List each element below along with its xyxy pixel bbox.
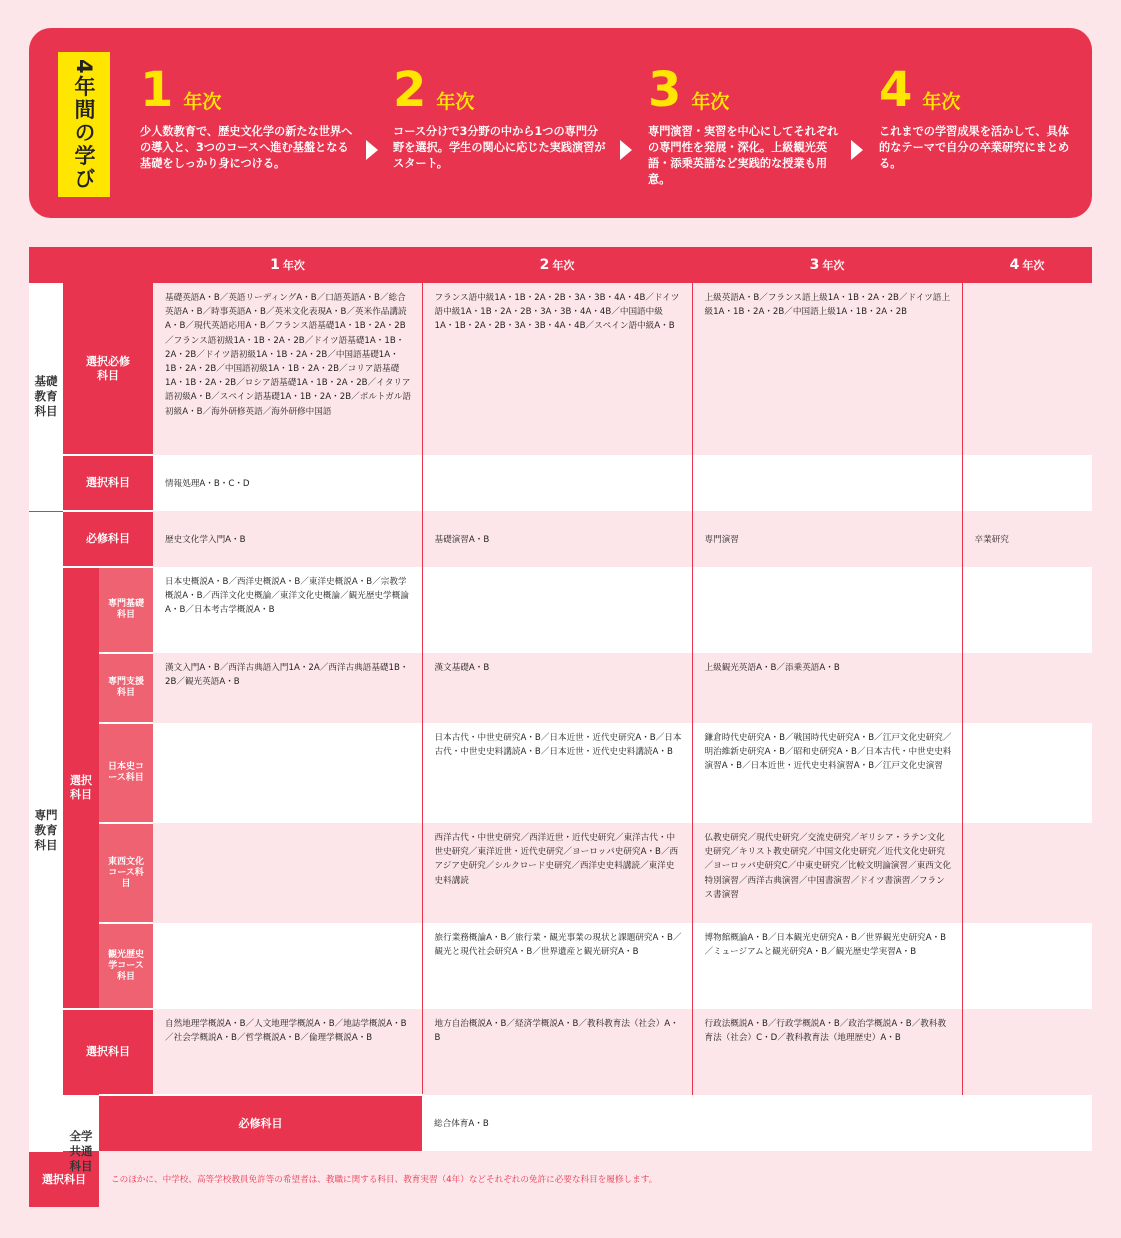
cell-r3-y1: 歴史文化学入門A・B <box>153 511 422 567</box>
step-year-2 <box>393 62 608 172</box>
cell-r1-y2: フランス語中級1A・1B・2A・2B・3A・3B・4A・4B／ドイツ語中級1A・1B・2A・2B・3A・3B・4A・4B／中国語中級1A・1B・2A・2B・3A・3B・4A・4B／スペイン語中級A・B <box>422 283 692 455</box>
step-description: 少人数教育で、歴史文化学の新たな世界への導入と、3つのコースへ進む基盤となる基礎をしっかり身につける。 <box>140 125 353 170</box>
group-senmon: 専門教育科目 <box>29 511 63 1151</box>
cat-selective: 選択科目 <box>29 1151 99 1207</box>
cell-r9-y4 <box>962 1009 1092 1095</box>
cell-r4-y1: 日本史概説A・B／西洋史概説A・B／東洋史概説A・B／宗教学概説A・B／西洋文化史概論／東洋文化史概論／観光歴史学概論A・B／日本考古学概説A・B <box>153 567 422 653</box>
step-year-4 <box>879 62 1074 172</box>
header-year-1: 1 年次 <box>153 247 422 283</box>
header-year-3: 3 年次 <box>692 247 962 283</box>
table-row <box>29 455 1092 511</box>
cell-r6-y1 <box>153 723 422 823</box>
cell-r8-y3: 博物館概論A・B／日本観光史研究A・B／世界観光史研究A・B／ミュージアムと観光研究A・B／観光歴史学実習A・B <box>692 923 962 1009</box>
cell-r5-y3: 上級観光英語A・B／添乗英語A・B <box>692 653 962 723</box>
cell-r10: 総合体育A・B <box>422 1095 1092 1151</box>
cell-r6-y4 <box>962 723 1092 823</box>
cell-r5-y4 <box>962 653 1092 723</box>
cell-r1-y4 <box>962 283 1092 455</box>
header-year-4: 4 年次 <box>962 247 1092 283</box>
cell-r4-y3 <box>692 567 962 653</box>
cell-r7-y4 <box>962 823 1092 923</box>
curriculum-table <box>29 247 1092 1207</box>
cat-selective-course: 選択科目 <box>63 567 99 1009</box>
cat-required: 必修科目 <box>63 511 153 567</box>
sub-tourism-history: 観光歴史学コース科目 <box>99 923 153 1009</box>
cell-r8-y4 <box>962 923 1092 1009</box>
cell-r9-y1: 自然地理学概説A・B／人文地理学概説A・B／地誌学概説A・B／社会学概説A・B／哲学概説A・B／倫理学概説A・B <box>153 1009 422 1095</box>
header-year-2: 2 年次 <box>422 247 692 283</box>
cell-r6-y3: 鎌倉時代史研究A・B／戦国時代史研究A・B／江戸文化史研究／明治維新史研究A・B／昭和史研究A・B／日本古代・中世史史料演習A・B／日本近世・近代史史料演習A・B／江戸文化史演習 <box>692 723 962 823</box>
step-year-3 <box>648 62 843 188</box>
cat-required: 必修科目 <box>99 1095 422 1151</box>
cell-r1-y1: 基礎英語A・B／英語リーディングA・B／口語英語A・B／総合英語A・B／時事英語A・B／英米文化表現A・B／英米作品講読A・B／現代英語応用A・B／フランス語基礎1A・1B・2A・2B／フランス語初級1A・1B・2A・2B／ドイツ語基礎1A・1B・2A・2B／ドイツ語初級1A・1B・2A・2B／中国語基礎1A・1B・2A・2B／中国語初級1A・1B・2A・2B／コリア語基礎1A・1B・2A・2B／ロシア語基礎1A・1B・2A・2B／イタリア語初級A・B／スペイン語基礎1A・1B・2A・2B／ポルトガル語初級A・B／海外研修英語／海外研修中国語 <box>153 283 422 455</box>
cat-selective-required: 選択必修科目 <box>63 283 153 455</box>
step-unit: 年次 <box>922 91 961 113</box>
arrow-right-icon <box>620 140 632 160</box>
cell-r2-y3 <box>692 455 962 511</box>
step-description: 専門演習・実習を中心にしてそれぞれの専門性を発展・深化。上級観光英語・添乗英語など実践的な授業も用意。 <box>648 125 839 186</box>
step-number: 4 <box>879 62 913 118</box>
cat-selective: 選択科目 <box>63 455 153 511</box>
four-year-label: 4年間の学び <box>58 52 110 197</box>
step-unit: 年次 <box>436 91 475 113</box>
cat-selective: 選択科目 <box>63 1009 153 1095</box>
sub-support: 専門支援科目 <box>99 653 153 723</box>
cell-r2-y4 <box>962 455 1092 511</box>
step-number: 1 <box>140 62 174 118</box>
cell-r4-y4 <box>962 567 1092 653</box>
cell-r5-y1: 漢文入門A・B／西洋古典語入門1A・2A／西洋古典語基礎1B・2B／観光英語A・B <box>153 653 422 723</box>
cell-r6-y2: 日本古代・中世史研究A・B／日本近世・近代史研究A・B／日本古代・中世史史料講読A・B／日本近世・近代史史料講読A・B <box>422 723 692 823</box>
step-number: 3 <box>648 62 682 118</box>
table-row <box>29 823 1092 923</box>
cell-r4-y2 <box>422 567 692 653</box>
sub-east-west: 東西文化コース科目 <box>99 823 153 923</box>
sub-japanese-history: 日本史コース科目 <box>99 723 153 823</box>
table-row <box>29 1009 1092 1095</box>
table-row <box>29 723 1092 823</box>
cell-r1-y3: 上級英語A・B／フランス語上級1A・1B・2A・2B／ドイツ語上級1A・1B・2A・2B／中国語上級1A・1B・2A・2B <box>692 283 962 455</box>
cell-r9-y3: 行政法概説A・B／行政学概説A・B／政治学概説A・B／教科教育法（社会）C・D／教科教育法（地理歴史）A・B <box>692 1009 962 1095</box>
cell-r3-y3: 専門演習 <box>692 511 962 567</box>
cell-r3-y4: 卒業研究 <box>962 511 1092 567</box>
cell-r7-y2: 西洋古代・中世史研究／西洋近世・近代史研究／東洋古代・中世史研究／東洋近世・近代史研究／ヨーロッパ史研究A・B／西アジア史研究／シルクロード史研究／西洋史史料講読／東洋史史料講読 <box>422 823 692 923</box>
step-year-1 <box>140 62 355 172</box>
table-row <box>29 923 1092 1009</box>
cell-r5-y2: 漢文基礎A・B <box>422 653 692 723</box>
group-kiso: 基礎教育科目 <box>29 283 63 511</box>
cell-r7-y1 <box>153 823 422 923</box>
step-description: これまでの学習成果を活かして、具体的なテーマで自分の卒業研究にまとめる。 <box>879 125 1070 170</box>
cell-r2-y2 <box>422 455 692 511</box>
step-unit: 年次 <box>183 91 222 113</box>
step-unit: 年次 <box>691 91 730 113</box>
cell-r2-y1: 情報処理A・B・C・D <box>153 455 422 511</box>
table-header-row <box>29 247 1092 283</box>
header-blank <box>29 247 153 283</box>
step-description: コース分けで3分野の中から1つの専門分野を選択。学生の関心に応じた実践演習がスタート。 <box>393 125 606 170</box>
step-number: 2 <box>393 62 427 118</box>
cell-r8-y2: 旅行業務概論A・B／旅行業・観光事業の現状と課題研究A・B／観光と現代社会研究A・B／世界遺産と観光研究A・B <box>422 923 692 1009</box>
cell-r9-y2: 地方自治概説A・B／経済学概説A・B／教科教育法（社会）A・B <box>422 1009 692 1095</box>
table-row <box>29 1095 1092 1151</box>
group-zengaku: 全学共通科目 <box>63 1095 99 1207</box>
table-row <box>29 567 1092 653</box>
table-row <box>29 1151 1092 1207</box>
arrow-right-icon <box>851 140 863 160</box>
cell-r8-y1 <box>153 923 422 1009</box>
table-row <box>29 511 1092 567</box>
table-row <box>29 653 1092 723</box>
cell-r11-note: このほかに、中学校、高等学校教員免許等の希望者は、教職に関する科目、教育実習（4年）などそれぞれの免許に必要な科目を履修します。 <box>99 1151 962 1207</box>
cell-r7-y3: 仏教史研究／現代史研究／交流史研究／ギリシア・ラテン文化史研究／キリスト教史研究／中国文化史研究／近代文化史研究／ヨーロッパ史研究C／中東史研究／比較文明論演習／東西文化特別演習／西洋古典演習／中国書演習／ドイツ書演習／フランス書演習 <box>692 823 962 923</box>
table-row <box>29 283 1092 455</box>
arrow-right-icon <box>366 140 378 160</box>
sub-basic: 専門基礎科目 <box>99 567 153 653</box>
cell-r3-y2: 基礎演習A・B <box>422 511 692 567</box>
